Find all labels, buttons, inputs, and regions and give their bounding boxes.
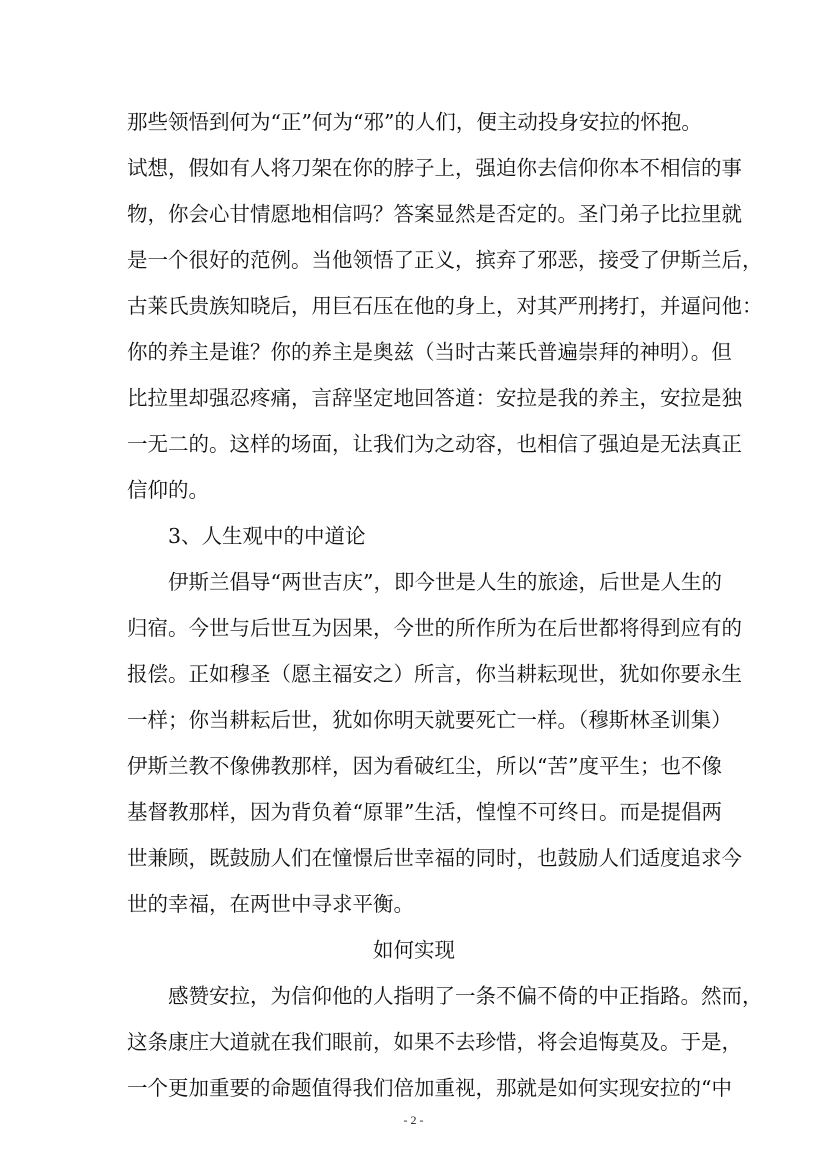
text-line: 报偿。正如穆圣（愿主福安之）所言，你当耕耘现世，犹如你要永生 [127, 662, 742, 686]
text-line: 物，你会心甘情愿地相信吗？答案显然是否定的。圣门弟子比拉里就 [127, 202, 742, 226]
text-line: 感赞安拉，为信仰他的人指明了一条不偏不倚的中正指路。然而， [168, 984, 763, 1008]
text-line: 世的幸福，在两世中寻求平衡。 [127, 892, 414, 916]
text-line: 比拉里却强忍疼痛，言辞坚定地回答道：安拉是我的养主，安拉是独 [127, 386, 742, 410]
text-line: 古莱氏贵族知晓后，用巨石压在他的身上，对其严刑拷打，并逼问他： [127, 294, 763, 318]
text-line: 一个更加重要的命题值得我们倍加重视，那就是如何实现安拉的“中 [127, 1076, 732, 1100]
text-line: 一样；你当耕耘后世，犹如你明天就要死亡一样。（穆斯林圣训集） [127, 708, 732, 732]
text-line: 你的养主是谁？你的养主是奥兹（当时古莱氏普遍崇拜的神明）。但 [127, 340, 732, 364]
text-line: 这条康庄大道就在我们眼前，如果不去珍惜，将会追悔莫及。于是， [127, 1030, 742, 1054]
text-line: 世兼顾，既鼓励人们在憧憬后世幸福的同时，也鼓励人们适度追求今 [127, 846, 742, 870]
section-title: 如何实现 [373, 938, 455, 962]
text-line: 一无二的。这样的场面，让我们为之动容，也相信了强迫是无法真正 [127, 432, 742, 456]
text-line: 归宿。今世与后世互为因果，今世的所作所为在后世都将得到应有的 [127, 616, 742, 640]
text-line: 试想，假如有人将刀架在你的脖子上，强迫你去信仰你本不相信的事 [127, 156, 742, 180]
text-line: 伊斯兰倡导“两世吉庆”，即今世是人生的旅途，后世是人生的 [168, 570, 722, 594]
text-line: 信仰的。 [127, 478, 209, 502]
section-heading: 3、人生观中的中道论 [168, 524, 366, 548]
text-line: 是一个很好的范例。当他领悟了正义，摈弃了邪恶，接受了伊斯兰后， [127, 248, 763, 272]
text-line: 伊斯兰教不像佛教那样，因为看破红尘，所以“苦”度平生；也不像 [127, 754, 722, 778]
page-number: - 2 - [403, 1113, 424, 1127]
text-line: 那些领悟到何为“正”何为“邪”的人们，便主动投身安拉的怀抱。 [127, 110, 702, 134]
text-line: 基督教那样，因为背负着“原罪”生活，惶惶不可终日。而是提倡两 [127, 800, 722, 824]
